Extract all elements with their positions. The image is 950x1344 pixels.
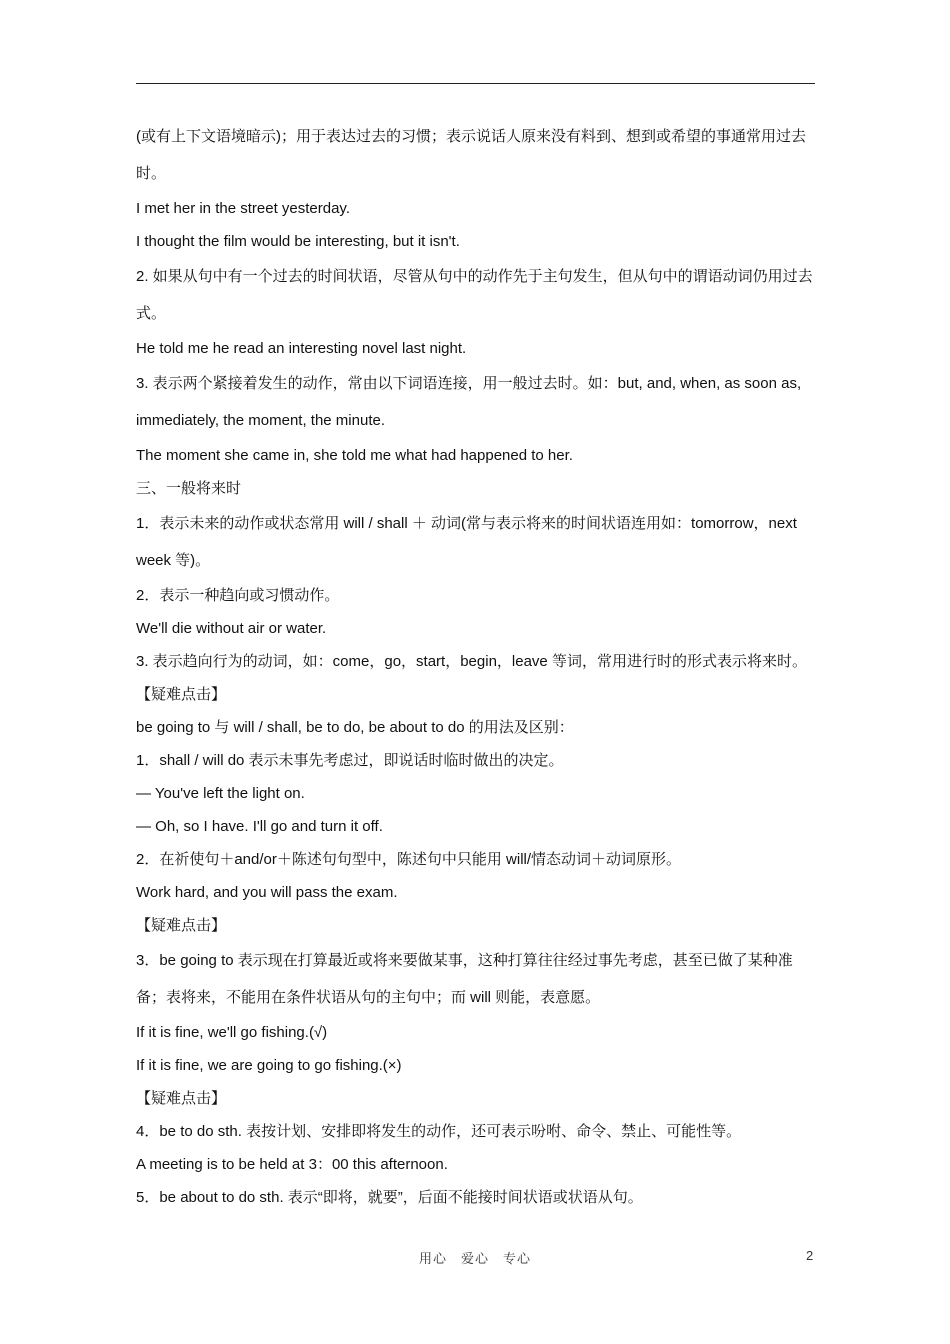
difficulty-heading: 【疑难点击】 <box>136 686 227 703</box>
comparison-item-2: 2．在祈使句＋and/or＋陈述句句型中，陈述句中只能用 will/情态动词＋动词原形。 <box>136 851 682 868</box>
example-sentence-incorrect: If it is fine, we are going to go fishing.(×) <box>136 1057 402 1074</box>
rule-item-2: 2. 如果从句中有一个过去的时间状语，尽管从句中的动作先于主句发生，但从句中的谓语动词仍用过去式。 <box>136 268 813 322</box>
example-sentence: Work hard, and you will pass the exam. <box>136 884 398 901</box>
dialogue-line: — You've left the light on. <box>136 785 305 802</box>
rule-item-3: 3. 表示两个紧接着发生的动作，常由以下词语连接，用一般过去时。如：but, and, when, as soon as, immediately, the moment, the minute. <box>136 375 806 429</box>
example-sentence: He told me he read an interesting novel last night. <box>136 340 467 357</box>
example-sentence: A meeting is to be held at 3：00 this afternoon. <box>136 1156 448 1173</box>
example-sentence: We'll die without air or water. <box>136 620 327 637</box>
difficulty-heading: 【疑难点击】 <box>136 917 227 934</box>
paragraph-past-tense-usage: (或有上下文语境暗示)；用于表达过去的习惯；表示说话人原来没有料到、想到或希望的事通常用过去时。 <box>136 128 806 182</box>
rule-item-2: 2．表示一种趋向或习惯动作。 <box>136 587 340 604</box>
comparison-item-3: 3．be going to 表示现在打算最近或将来要做某事，这种打算往往经过事先考虑，甚至已做了某种准备；表将来，不能用在条件状语从句的主句中；而 will 则能，表意愿。 <box>136 952 793 1006</box>
dialogue-line: — Oh, so I have. I'll go and turn it off. <box>136 818 383 835</box>
footer-motto: 用心 爱心 专心 <box>418 1251 531 1266</box>
section-heading: 三、一般将来时 <box>136 480 242 497</box>
comparison-intro: be going to 与 will / shall, be to do, be about to do 的用法及区别： <box>136 719 574 736</box>
rule-item-1: 1．表示未来的动作或状态常用 will / shall ＋ 动词(常与表示将来的时间状语连用如：tomorrow，next week 等)。 <box>136 515 802 569</box>
example-sentence: I met her in the street yesterday. <box>136 200 350 217</box>
example-sentence-correct: If it is fine, we'll go fishing.(√) <box>136 1024 328 1041</box>
page-number: 2 <box>806 1248 814 1263</box>
rule-item-3: 3. 表示趋向行为的动词，如：come，go，start，begin，leave 等词，常用进行时的形式表示将来时。 <box>136 653 807 670</box>
header-rule <box>136 83 815 84</box>
comparison-item-5: 5．be about to do sth. 表示“即将，就要”，后面不能接时间状语或状语从句。 <box>136 1189 643 1206</box>
example-sentence: I thought the film would be interesting, but it isn't. <box>136 233 460 250</box>
difficulty-heading: 【疑难点击】 <box>136 1090 227 1107</box>
comparison-item-4: 4．be to do sth. 表按计划、安排即将发生的动作，还可表示吩咐、命令、禁止、可能性等。 <box>136 1123 742 1140</box>
document-body <box>136 118 818 1214</box>
comparison-item-1: 1．shall / will do 表示未事先考虑过，即说话时临时做出的决定。 <box>136 752 564 769</box>
example-sentence: The moment she came in, she told me what had happened to her. <box>136 447 573 464</box>
